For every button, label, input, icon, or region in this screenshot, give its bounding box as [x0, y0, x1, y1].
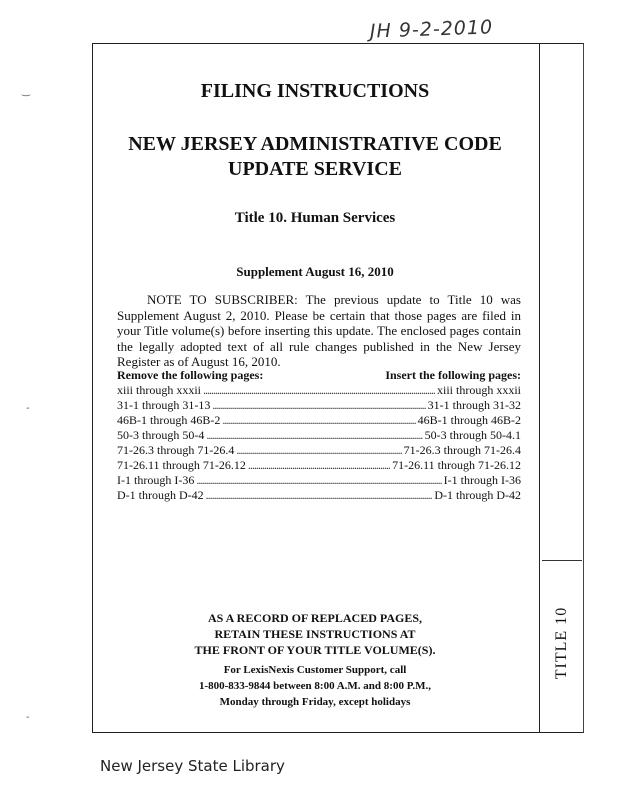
remove-pages: 71-26.3 through 71-26.4 [117, 443, 235, 457]
insert-pages: D-1 through D-42 [434, 488, 521, 502]
remove-pages: 31-1 through 31-13 [117, 398, 211, 412]
record-notice-line: RETAIN THESE INSTRUCTIONS AT [214, 627, 416, 641]
scan-edge-mark: - [26, 403, 30, 414]
customer-support-info [100, 662, 530, 710]
insert-pages: I-1 through I-36 [443, 473, 521, 487]
service-title [100, 132, 530, 182]
insert-pages: 31-1 through 31-32 [427, 398, 521, 412]
remove-pages: xiii through xxxii [117, 383, 201, 397]
page-list-row [117, 488, 521, 503]
remove-pages: D-1 through D-42 [117, 488, 204, 502]
service-title-line: NEW JERSEY ADMINISTRATIVE CODE [128, 133, 502, 155]
dot-leader [222, 413, 415, 428]
dot-leader [236, 443, 401, 458]
service-title-line: UPDATE SERVICE [228, 158, 402, 180]
dot-leader [206, 428, 422, 443]
insert-pages: 46B-1 through 46B-2 [417, 413, 521, 427]
dot-leader [212, 398, 425, 413]
insert-pages: 71-26.11 through 71-26.12 [392, 458, 521, 472]
library-stamp: New Jersey State Library [100, 757, 285, 775]
scan-edge-mark: - [26, 712, 30, 723]
record-retention-notice [100, 610, 530, 658]
page-list-row [117, 473, 521, 488]
title-tab [542, 598, 582, 688]
page-list-row [117, 458, 521, 473]
page-list-row [117, 428, 521, 443]
support-line: Monday through Friday, except holidays [219, 696, 411, 708]
insert-pages: 50-3 through 50-4.1 [424, 428, 521, 442]
dot-leader [248, 458, 390, 473]
insert-pages: 71-26.3 through 71-26.4 [403, 443, 521, 457]
dot-leader [203, 383, 435, 398]
record-notice-line: THE FRONT OF YOUR TITLE VOLUME(S). [194, 643, 436, 657]
insert-pages: xiii through xxxii [437, 383, 521, 397]
remove-pages: I-1 through I-36 [117, 473, 195, 487]
tab-divider [542, 560, 582, 561]
insert-pages-header: Insert the following pages: [385, 368, 521, 382]
support-line: 1-800-833-9844 between 8:00 A.M. and 8:00 P.M., [198, 680, 432, 692]
remove-pages: 46B-1 through 46B-2 [117, 413, 221, 427]
support-line: For LexisNexis Customer Support, call [223, 664, 407, 676]
scan-edge-mark: ‿ [22, 86, 31, 97]
remove-pages-header: Remove the following pages: [117, 368, 264, 382]
page-list-row [117, 413, 521, 428]
page-list-row [117, 383, 521, 398]
remove-pages: 71-26.11 through 71-26.12 [117, 458, 246, 472]
remove-pages: 50-3 through 50-4 [117, 428, 205, 442]
subscriber-note: NOTE TO SUBSCRIBER: The previous update to Title 10 was Supplement August 2, 2010. Please be certain that those pages are filed in your Title volume(s) before inserting this update. The enclosed pages contain the legally adopted text of all rule changes published in the New Jersey Register as of August 16, 2010. [117, 292, 521, 369]
title-tab-label: TITLE 10 [553, 606, 571, 680]
page-replacement-list [117, 368, 521, 503]
page-list-header [117, 368, 521, 383]
handwritten-date-note: JH 9-2-2010 [369, 16, 494, 43]
dot-leader [206, 488, 433, 503]
supplement-date: Supplement August 16, 2010 [236, 264, 394, 279]
page-list-row [117, 443, 521, 458]
title-subject: Title 10. Human Services [234, 210, 396, 226]
page-title: FILING INSTRUCTIONS [200, 80, 430, 102]
record-notice-line: AS A RECORD OF REPLACED PAGES, [207, 611, 423, 625]
page-list-row [117, 398, 521, 413]
dot-leader [196, 473, 441, 488]
